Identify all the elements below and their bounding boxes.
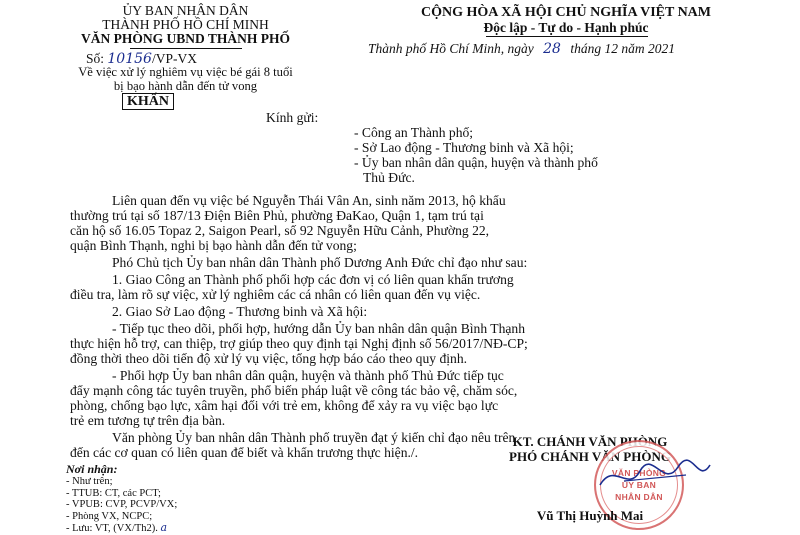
footer-recipient-4: - Phòng VX, NCPC; [66,510,153,522]
document-number-prefix: Số: [86,51,105,66]
footer-recipient-2: - TTUB: CT, các PCT; [66,487,161,499]
subject-line-1: Về việc xử lý nghiêm vụ việc bé gái 8 tuổi [78,65,293,79]
body-p1-line-3: căn hộ số 16.05 Topaz 2, Saigon Pearl, số 92 Nguyễn Hữu Cảnh, Phường 22, [70,223,490,238]
recipient-2: - Sở Lao động - Thương binh và Xã hội; [354,140,574,155]
agency-underline [130,48,242,49]
signing-line-1: KT. CHÁNH VĂN PHÒNG [512,434,668,449]
seal-line-1: VĂN PHÒNG [611,468,667,478]
signature [594,455,714,497]
footer-recipient-3: - VPUB: CVP, PCVP/VX; [66,499,178,510]
body-p1-line-2: thường trú tại số 187/13 Điện Biên Phủ, phường ĐaKao, Quận 1, tạm trú tại [70,208,484,223]
body-p4: 2. Giao Sở Lao động - Thương binh và Xã hội: [112,304,368,319]
body-p5-line-2: thực hiện hỗ trợ, can thiệp, trợ giúp theo quy định tại Nghị định số 56/2017/NĐ-CP; [70,336,528,351]
motto-line-1: CỘNG HÒA XÃ HỘI CHỦ NGHĨA VIỆT NAM [420,5,711,20]
recipients-label: Kính gửi: [266,110,319,125]
date-day: 28 [543,41,561,57]
footer-initial: a [160,521,168,534]
body-p7-line-2: đến các cơ quan có liên quan để biết và khẩn trương thực hiện./. [70,445,419,460]
agency-line-3: VĂN PHÒNG UBND THÀNH PHỐ [80,31,290,46]
body-p1-line-1: Liên quan đến vụ việc bé Nguyễn Thái Vân An, sinh năm 2013, hộ khẩu [112,193,506,208]
document-number-value: 10156 [107,51,152,67]
footer-recipient-5: - Lưu: VT, (VX/Th2). a [66,521,168,534]
recipient-3: - Ủy ban nhân dân quận, huyện và thành phố [354,155,598,170]
footer-recipient-1: - Như trên; [66,476,113,487]
agency-header [48,4,323,46]
recipient-4: Thủ Đức. [363,170,415,185]
urgent-label: KHẨN [122,94,174,110]
subject-line-2: bị bạo hành dẫn đến tử vong [113,78,258,93]
date-suffix: tháng 12 năm 2021 [570,41,675,56]
body-p7-line-1: Văn phòng Ủy ban nhân dân Thành phố truyền đạt ý kiến chỉ đạo nêu trên [112,430,516,445]
body-p2: Phó Chủ tịch Ủy ban nhân dân Thành phố Dương Anh Đức chỉ đạo như sau: [112,255,528,270]
recipient-1: - Công an Thành phố; [354,125,474,140]
body-p3-line-2: điều tra, làm rõ sự việc, xử lý nghiêm các cá nhân có liên quan đến vụ việc. [70,287,481,302]
issue-date [368,41,675,57]
national-motto [356,5,776,35]
seal-line-2: ỦY BAN [621,480,657,490]
body-p6-line-1: - Phối hợp Ủy ban nhân dân quận, huyện và thành phố Thủ Đức tiếp tục [112,368,504,383]
body-p1-line-4: quận Bình Thạnh, nghi bị bạo hành dẫn đến tử vong; [70,238,357,253]
recipients-footer-list [66,476,177,535]
body-p5-line-3: đồng thời theo dõi tiến độ xử lý vụ việc, tổng hợp báo cáo theo quy định. [70,351,468,366]
signing-line-2: PHÓ CHÁNH VĂN PHÒNG [509,449,671,464]
agency-line-2: THÀNH PHỐ HỒ CHÍ MINH [102,17,269,32]
recipients-footer-label: Nơi nhận: [66,462,118,476]
seal-line-3: NHÂN DÂN [615,492,663,502]
body-p6-line-2: đẩy mạnh công tác tuyên truyền, phổ biến pháp luật về công tác bảo vệ, chăm sóc, [70,383,518,398]
motto-line-2: Độc lập - Tự do - Hạnh phúc [483,20,649,35]
body-p6-line-3: phòng, chống bạo lực, xâm hại đối với trẻ em, không để xảy ra vụ việc bạo lực [70,398,499,413]
body-p3-line-1: 1. Giao Công an Thành phố phối hợp các đơn vị có liên quan khẩn trương [112,272,514,287]
body-p6-line-4: trẻ em tương tự trên địa bàn. [70,413,226,428]
signer-name: Vũ Thị Huỳnh Mai [536,508,644,523]
date-prefix: Thành phố Hồ Chí Minh, ngày [368,41,534,56]
agency-line-1: ỦY BAN NHÂN DÂN [122,3,249,18]
motto-underline [486,36,648,37]
body-p5-line-1: - Tiếp tục theo dõi, phối hợp, hướng dẫn Ủy ban nhân dân quận Bình Thạnh [112,321,526,336]
subject [48,66,323,93]
document-number-suffix: /VP-VX [151,51,197,66]
